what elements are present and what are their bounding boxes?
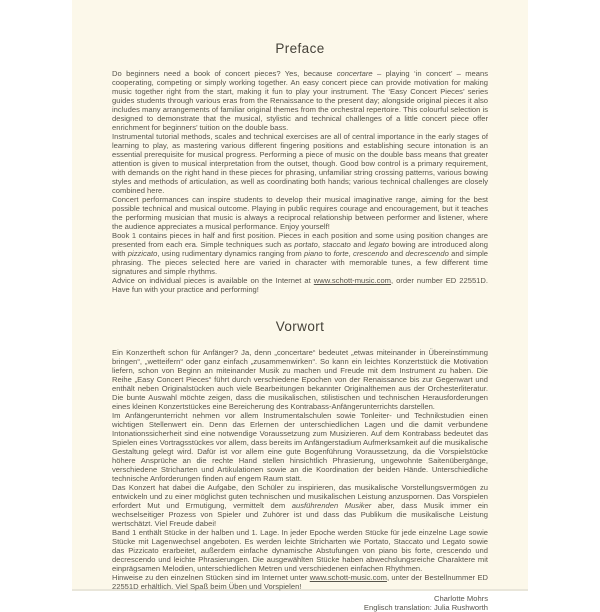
paragraph: Band 1 enthält Stücke in der halben und 1. Lage. In jeder Epoche werden Stücke für jede einzelne Lage sowie Stücke mit Lagenwechsel angeboten. Es werden leichte Stricharten wie Portato, Staccato und Legato sowie das Pizzicato erarbeitet, außerdem einfache dynamische Abstufungen von piano bis forte, crescendo und decrescendo und leichte Phrasierungen. Die ausgewählten Stücke haben abwechslungsreiche Charaktere mit einprägsamen Melodien, unterschiedlichen Metren und verschiedenen einfachen Rhythmen. (112, 528, 488, 573)
italic-term: portato (294, 240, 318, 249)
italic-term: piano (303, 249, 323, 258)
vorwort-section (112, 294, 488, 591)
paragraph: Im Anfängerunterricht nehmen vor allem Instrumentalschulen sowie Tonleiter- und Technikstudien einen wichtigen Stellenwert ein. Denn das Erlernen der unterschiedlichen Lagen und die damit verbundene Intonationssicherheit sind eine notwendige Voraussetzung zum Musizieren. Auf dem Kontrabass bedeutet das Spielen eines Vortragsstückes vor allem, dass bereits im Anfängerstadium Aufmerksamkeit auf die musikalische Gestaltung gelegt wird. Dafür ist vor allem eine gute Bogenführung Voraussetzung, da die Vorspielstücke höhere Ansprüche an die rechte Hand stellen hinsichtlich Phrasierung, ungewohnte Saitenübergänge, verschiedene Stricharten und Artikulationen sowie an die Koordination der beiden Hände. Unterschiedliche technische Anforderungen finden auf engem Raum statt. (112, 411, 488, 483)
signature-translation-credit: Englisch translation: Julia Rushworth (363, 603, 488, 612)
paragraph: Concert performances can inspire students to develop their musical imaginative range, aiming for the best possible technical and musical outcome. Playing in public requires courage and encouragement, but it teaches the performing musician that music is always a reciprocal relationship between performer and listener, where the audience appreciates a musical performance. Enjoy yourself! (112, 195, 488, 231)
schott-url-text: www.schott-music.com (313, 276, 391, 285)
signature-block (112, 594, 488, 612)
paragraph: Ein Konzertheft schon für Anfänger? Ja, denn „concertare“ bedeutet „etwas miteinander in Übereinstimmung bringen“, „wetteifern“ oder ganz einfach „zusammenwirken“. So kann ein leichtes Konzertstück die Motivation liefern, schon von Beginn an miteinander Musik zu machen und Freude mit dem Instrument zu haben. Die Reihe „Easy Concert Pieces“ führt durch verschiedene Epochen von der Renaissance bis zur Gegenwart und enthält neben Originalstücken auch viele Bearbeitungen bekannter Originalthemen aus der Orchesterliteratur. Die bunte Auswahl möchte zeigen, dass die musikalischen, stilistischen und technischen Herausforderungen eines kleinen Konzertstückes eine Bereicherung des Kontrabass-Anfängerunterrichts darstellen. (112, 348, 488, 411)
book-page (72, 0, 528, 612)
paragraph: Hinweise zu den einzelnen Stücken sind im Internet unter www.schott-music.com, unter der Bestellnummer ED 22551D erhältlich. Viel Spaß beim Üben und Vorspielen! (112, 573, 488, 591)
schott-url-text: www.schott-music.com (309, 573, 387, 582)
preface-title: Preface (275, 41, 325, 56)
paragraph: Advice on individual pieces is available on the Internet at www.schott-music.com, order number ED 22551D. Have fun with your practice and performing! (112, 276, 488, 294)
italic-term: crescendo (353, 249, 389, 258)
paragraph: Do beginners need a book of concert pieces? Yes, because concertare – playing ‘in concert’ – means cooperating, competing or simply working together. An easy concert piece can provide motivation for making music together right from the start, making it fun to play your instrument. The ‘Easy Concert Pieces’ series guides students through various eras from the Renaissance to the present day; alongside original pieces it also includes many arrangements of familiar original themes from the orchestral repertoire. This colourful selection is designed to demonstrate that the musical, stylistic and technical challenges of a little concert piece offer enrichment for beginners’ tuition on the double bass. (112, 69, 488, 132)
italic-term: decrescendo (405, 249, 449, 258)
preface-section (112, 0, 488, 294)
italic-term: pizzicato (127, 249, 158, 258)
vorwort-body (112, 348, 488, 591)
preface-body (112, 69, 488, 294)
paragraph: Das Konzert hat dabei die Aufgabe, den Schüler zu inspirieren, das musikalische Vorstellungsvermögen zu entwickeln und zu einer möglichst guten technischen und musikalischen Leistung anzuspornen. Das Vorspielen erfordert Mut und Ermutigung, vermittelt dem ausführenden Musiker aber, dass Musik immer ein wechselseitiger Prozess von Spieler und Zuhörer ist und dass das Publikum die musikalische Leistung wertschätzt. Viel Freude dabei! (112, 483, 488, 528)
vorwort-title: Vorwort (275, 319, 325, 334)
italic-term: concertare (336, 69, 373, 78)
italic-term: forte (333, 249, 349, 258)
italic-term: legato (368, 240, 390, 249)
signature-author: Charlotte Mohrs (433, 594, 488, 603)
italic-term: staccato (322, 240, 351, 249)
italic-term: ausführenden Musiker (291, 501, 372, 510)
paragraph: Book 1 contains pieces in half and first position. Pieces in each position and some using position changes are presented from each era. Simple techniques such as portato, staccato and legato bowing are introduced along with pizzicato, using rudimentary dynamics ranging from piano to forte, crescendo and decrescendo and simple phrasing. The pieces selected here are varied in character with memorable tunes, a few different time signatures and simple rhythms. (112, 231, 488, 276)
paragraph: Instrumental tutorial methods, scales and technical exercises are all of central importance in the early stages of learning to play, as mastering various different fingering positions and establishing secure intonation is an essential prerequisite for musical progress. Performing a piece of music on the double bass means that greater attention is given to musical interpretation from the outset, though. Good bow control is a primary requirement, with demands on the right hand in these pieces for phrasing, unfamiliar string crossing patterns, various bowing styles and methods of articulation, as well as coordinating both hands; various technical challenges are closely combined here. (112, 132, 488, 195)
